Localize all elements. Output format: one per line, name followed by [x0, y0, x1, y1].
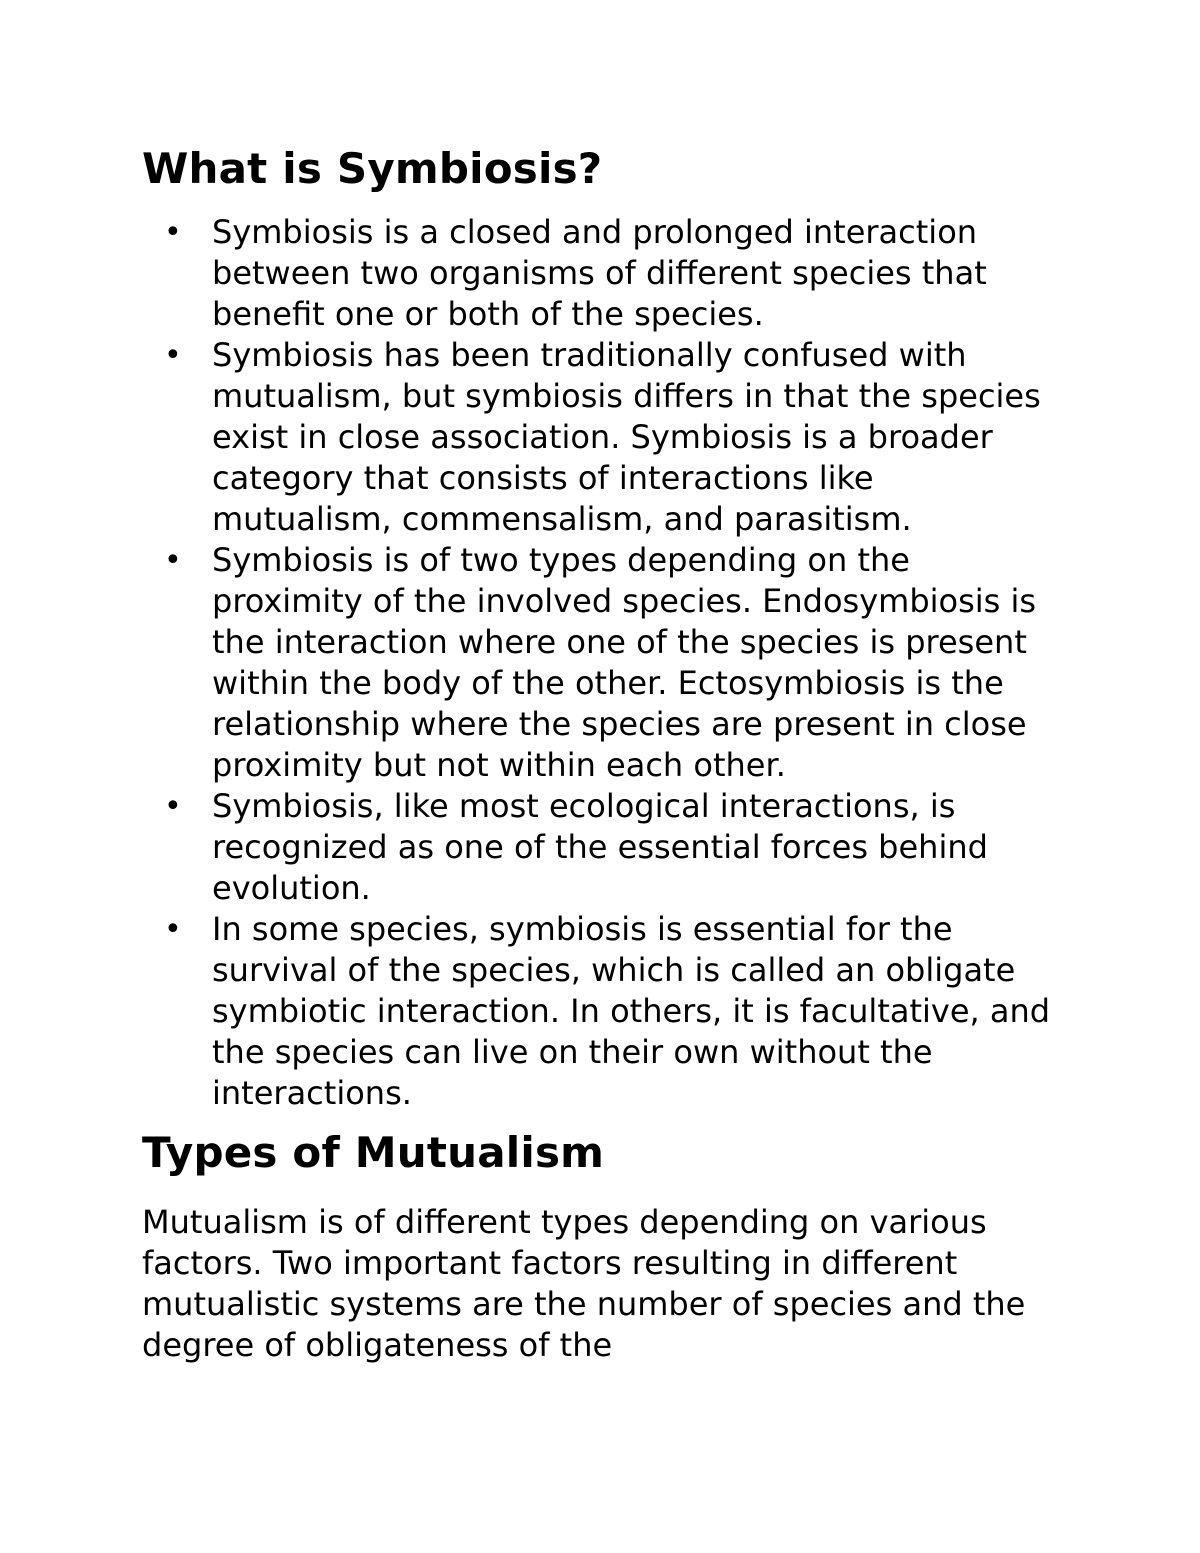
- list-item: [142, 335, 1062, 540]
- bullet-icon: •: [164, 338, 182, 373]
- bullet-icon: •: [164, 215, 182, 250]
- bullet-icon: •: [164, 543, 182, 578]
- list-item-text: Symbiosis has been traditionally confused with mutualism, but symbiosis differs in that the species exist in close association. Symbiosis is a broader category that consists of interactions like mutualism, commensalism, and parasitism.: [212, 336, 1041, 538]
- list-item: [142, 909, 1062, 1114]
- section-heading-symbiosis: What is Symbiosis?: [142, 144, 603, 193]
- list-item: [142, 786, 1062, 909]
- list-item-text: In some species, symbiosis is essential for the survival of the species, which is called an obligate symbiotic interaction. In others, it is facultative, and the species can live on their own without the interactions.: [212, 910, 1051, 1112]
- list-item: [142, 212, 1062, 335]
- mutualism-paragraph: Mutualism is of different types depending on various factors. Two important factors resulting in different mutualistic systems are the number of species and the degree of obligateness of the: [142, 1203, 1026, 1364]
- bullet-icon: •: [164, 912, 182, 947]
- section-heading-types-of-mutualism: Types of Mutualism: [142, 1128, 605, 1177]
- list-item-text: Symbiosis, like most ecological interactions, is recognized as one of the essential forces behind evolution.: [212, 787, 988, 907]
- bullet-icon: •: [164, 789, 182, 824]
- document-page: [142, 140, 1062, 1366]
- symbiosis-bullet-list: [142, 212, 1062, 1114]
- list-item-text: Symbiosis is a closed and prolonged interaction between two organisms of different species that benefit one or both of the species.: [212, 213, 987, 333]
- list-item-text: Symbiosis is of two types depending on the proximity of the involved species. Endosymbiosis is the interaction where one of the species is present within the body of the other. Ectosymbiosis is the relationship where the species are present in close proximity but not within each other.: [212, 541, 1037, 784]
- list-item: [142, 540, 1062, 786]
